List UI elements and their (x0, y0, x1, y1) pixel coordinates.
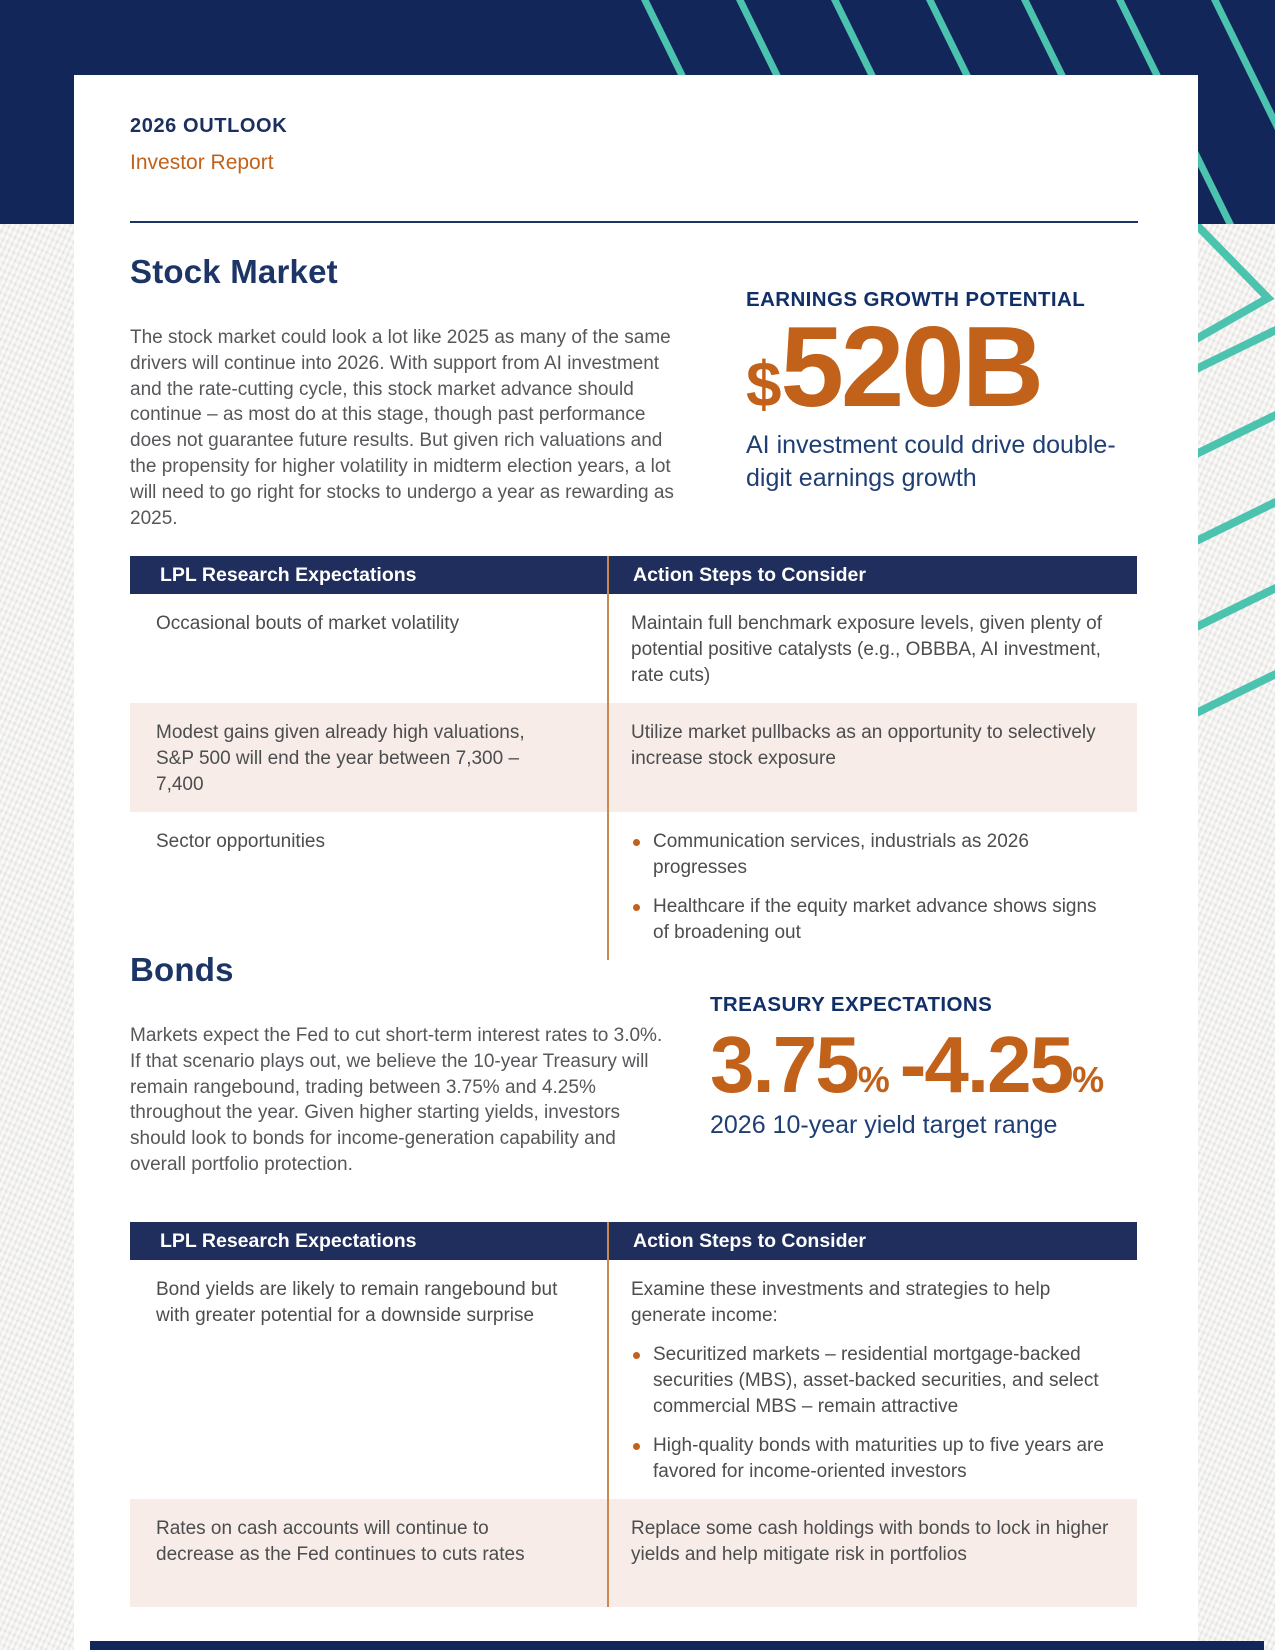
actions-column-header: Action Steps to Consider (633, 563, 866, 586)
bullet-text: Healthcare if the equity market advance shows signs of broadening out (653, 896, 1097, 943)
treasury-range-value (710, 1020, 1150, 1109)
expectation-cell: Rates on cash accounts will continue to decrease as the Fed continues to cuts rates (156, 1518, 525, 1565)
header-divider (130, 221, 1138, 223)
dollar-sign: $ (746, 348, 781, 420)
report-subtitle: Investor Report (130, 151, 274, 174)
action-bullet (631, 1433, 1109, 1485)
action-cell (607, 829, 1137, 946)
bonds-paragraph: Markets expect the Fed to cut short-term interest rates to 3.0%. If that scenario plays out, we believe the 10-year Treasury will remain rangebound, trading between 3.75% and 4.25% throughout the year. Given higher starting yields, investors should look to bonds for income-generation capability and overall portfolio protection. (130, 1025, 663, 1175)
next-page-band (90, 1641, 1264, 1650)
earnings-callout-value (746, 304, 1146, 431)
report-sheet (74, 75, 1198, 1650)
range-dash: - (899, 1020, 925, 1109)
action-cell (607, 1277, 1137, 1485)
report-eyebrow: 2026 OUTLOOK (130, 115, 288, 137)
action-text: Replace some cash holdings with bonds to lock in higher yields and help mitigate risk in portfolios (631, 1518, 1109, 1565)
bonds-section-title: Bonds (130, 951, 234, 988)
table-row (130, 1499, 1137, 1607)
table-row (130, 1260, 1137, 1499)
bullet-text: Communication services, industrials as 2026 progresses (653, 831, 1029, 878)
table-row (130, 812, 1137, 960)
bullet-text: Securitized markets – residential mortgage-backed securities (MBS), asset-backed securities, and select commercial MBS – remain attractive (653, 1344, 1099, 1417)
bullet-dot-icon (633, 839, 640, 846)
stock-section-title: Stock Market (130, 253, 338, 290)
action-intro: Examine these investments and strategies to help generate income: (631, 1279, 1051, 1326)
treasury-callout-caption: 2026 10-year yield target range (710, 1111, 1058, 1139)
bullet-dot-icon (633, 904, 640, 911)
percent-sign: % (1072, 1059, 1105, 1100)
earnings-callout-label: EARNINGS GROWTH POTENTIAL (746, 288, 1086, 311)
action-cell (607, 1516, 1137, 1593)
percent-sign: % (857, 1059, 890, 1100)
action-bullet (631, 1342, 1109, 1420)
action-text: Utilize market pullbacks as an opportunity to selectively increase stock exposure (631, 722, 1096, 769)
stock-expectations-table (130, 556, 1137, 960)
range-high: 4.25 (924, 1020, 1073, 1109)
treasury-callout (710, 993, 1150, 1142)
bonds-expectations-table (130, 1222, 1137, 1607)
column-divider-line (607, 556, 609, 960)
table-row (130, 594, 1137, 703)
expectations-column-header: LPL Research Expectations (160, 563, 417, 586)
action-bullet (631, 829, 1109, 881)
expectation-cell: Modest gains given already high valuations, S&P 500 will end the year between 7,300 – 7,400 (156, 722, 525, 795)
bullet-dot-icon (633, 1443, 640, 1450)
action-cell (607, 611, 1137, 689)
expectation-cell: Occasional bouts of market volatility (156, 613, 460, 634)
bullet-text: High-quality bonds with maturities up to five years are favored for income-oriented investors (653, 1435, 1104, 1482)
action-bullet (631, 894, 1109, 946)
action-cell (607, 720, 1137, 798)
stock-paragraph: The stock market could look a lot like 2025 as many of the same drivers will continue into 2026. With support from AI investment and the rate-cutting cycle, this stock market advance should continue – as most do at this stage, though past performance does not guarantee future results. But given rich valuations and the propensity for higher volatility in midterm election years, a lot will need to go right for stocks to undergo a year as rewarding as 2025. (130, 327, 674, 529)
bullet-dot-icon (633, 1352, 640, 1359)
range-low: 3.75 (710, 1020, 858, 1109)
table-row (130, 703, 1137, 812)
actions-column-header: Action Steps to Consider (633, 1229, 866, 1252)
earnings-callout (746, 288, 1146, 495)
column-divider-line (607, 1222, 609, 1607)
table-header-row (130, 556, 1137, 594)
earnings-callout-caption: AI investment could drive double-digit earnings growth (746, 430, 1116, 492)
expectation-cell: Sector opportunities (156, 831, 325, 852)
treasury-callout-label: TREASURY EXPECTATIONS (710, 993, 993, 1016)
expectations-column-header: LPL Research Expectations (160, 1229, 417, 1252)
earnings-amount: 520B (780, 304, 1042, 431)
chevron-stripes-decoration (1190, 224, 1275, 724)
table-header-row (130, 1222, 1137, 1260)
action-text: Maintain full benchmark exposure levels, given plenty of potential positive catalysts (e.g., OBBBA, AI investment, rate cuts) (631, 613, 1103, 686)
expectation-cell: Bond yields are likely to remain rangebound but with greater potential for a downside surprise (156, 1279, 558, 1326)
